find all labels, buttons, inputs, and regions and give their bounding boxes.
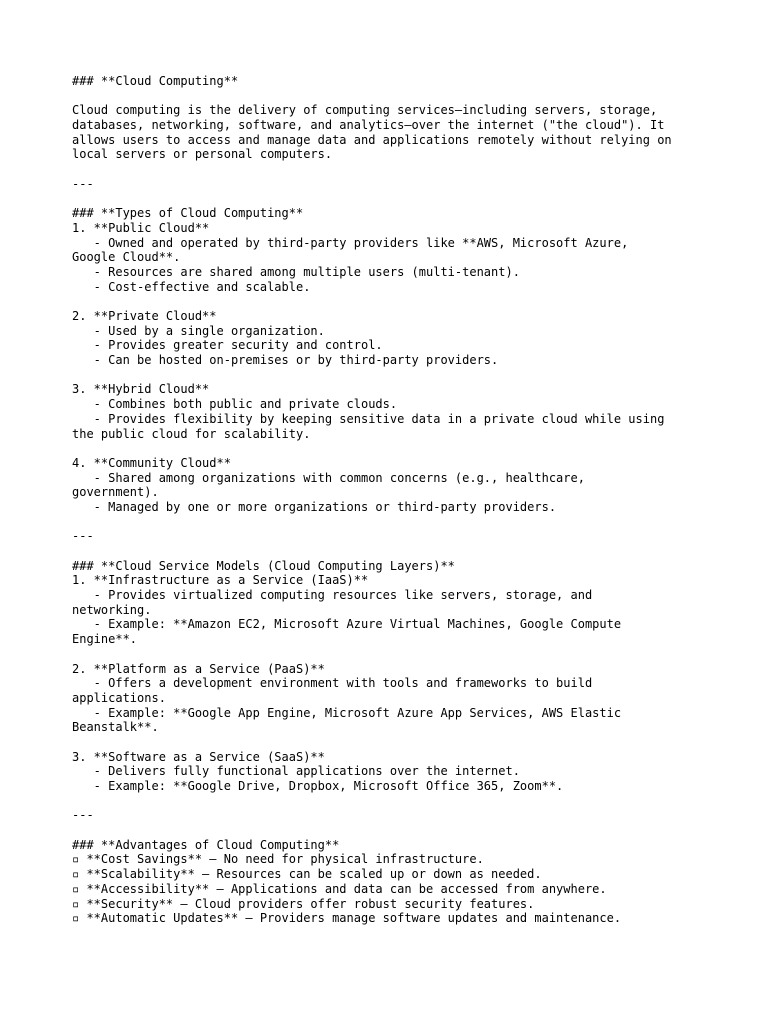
text-line: ### **Cloud Service Models (Cloud Computing Layers)**	[72, 558, 455, 573]
text-line: - Delivers fully functional applications over the internet.	[72, 764, 520, 779]
text-line: - Owned and operated by third-party providers like **AWS, Microsoft Azure,	[72, 235, 629, 250]
text-line: - Can be hosted on-premises or by third-party providers.	[72, 353, 499, 368]
text-line: ### **Advantages of Cloud Computing**	[72, 837, 340, 852]
text-line	[72, 647, 712, 662]
text-line: the public cloud for scalability.	[72, 426, 311, 441]
text-line: Beanstalk**.	[72, 720, 159, 735]
text-line	[72, 162, 712, 177]
text-line: local servers or personal computers.	[72, 147, 333, 162]
text-line	[72, 89, 712, 104]
text-line: applications.	[72, 690, 166, 705]
text-line: Engine**.	[72, 632, 138, 647]
text-line: 2. **Platform as a Service (PaaS)**	[72, 661, 325, 676]
text-line: ### **Types of Cloud Computing**	[72, 206, 304, 221]
text-line: ### **Cloud Computing**	[72, 74, 239, 88]
text-line	[72, 794, 712, 809]
text-line: government).	[72, 485, 159, 500]
text-line	[72, 823, 712, 838]
text-line: - Example: **Google App Engine, Microsoft Azure App Services, AWS Elastic	[72, 705, 622, 720]
text-line	[72, 192, 712, 207]
text-line	[72, 294, 712, 309]
text-line	[72, 368, 712, 383]
text-line: allows users to access and manage data and applications remotely without relying on	[72, 132, 672, 147]
text-line: - Offers a development environment with tools and frameworks to build	[72, 676, 593, 691]
text-line: 3. **Software as a Service (SaaS)**	[72, 749, 325, 764]
text-line: - Provides greater security and control.	[72, 338, 383, 353]
text-line: ▫ **Accessibility** – Applications and data can be accessed from anywhere.	[72, 881, 607, 896]
text-line: networking.	[72, 602, 152, 617]
text-line: - Combines both public and private clouds.	[72, 397, 398, 412]
text-line: ---	[72, 176, 94, 191]
text-line: 4. **Community Cloud**	[72, 455, 231, 470]
text-line: ---	[72, 529, 94, 544]
text-line: 1. **Infrastructure as a Service (IaaS)**	[72, 573, 369, 588]
text-line: ▫ **Cost Savings** – No need for physical infrastructure.	[72, 852, 484, 867]
text-line: - Provides virtualized computing resources like servers, storage, and	[72, 588, 593, 603]
text-line: - Used by a single organization.	[72, 323, 325, 338]
text-line: - Shared among organizations with common concerns (e.g., healthcare,	[72, 470, 585, 485]
text-line: databases, networking, software, and analytics—over the internet ("the cloud"). It	[72, 118, 665, 133]
text-line: ▫ **Scalability** – Resources can be scaled up or down as needed.	[72, 867, 542, 882]
text-line: 2. **Private Cloud**	[72, 309, 217, 323]
text-line: ---	[72, 808, 94, 823]
text-line: - Managed by one or more organizations or third-party providers.	[72, 499, 557, 514]
text-line	[72, 735, 712, 750]
text-line: 1. **Public Cloud**	[72, 220, 210, 235]
text-line	[72, 515, 712, 530]
text-line	[72, 544, 712, 559]
text-line: - Provides flexibility by keeping sensitive data in a private cloud while using	[72, 411, 665, 426]
text-line: - Example: **Amazon EC2, Microsoft Azure Virtual Machines, Google Compute	[72, 617, 622, 632]
document-body	[72, 74, 712, 926]
text-line: ▫ **Security** – Cloud providers offer robust security features.	[72, 896, 535, 911]
text-line: ▫ **Automatic Updates** – Providers manage software updates and maintenance.	[72, 911, 622, 926]
text-line: - Resources are shared among multiple users (multi-tenant).	[72, 264, 520, 279]
text-line: Cloud computing is the delivery of computing services—including servers, storage,	[72, 103, 658, 118]
text-line	[72, 441, 712, 456]
text-line: - Example: **Google Drive, Dropbox, Microsoft Office 365, Zoom**.	[72, 779, 564, 793]
text-line: 3. **Hybrid Cloud**	[72, 382, 210, 397]
text-line: Google Cloud**.	[72, 250, 181, 265]
text-line: - Cost-effective and scalable.	[72, 279, 311, 294]
